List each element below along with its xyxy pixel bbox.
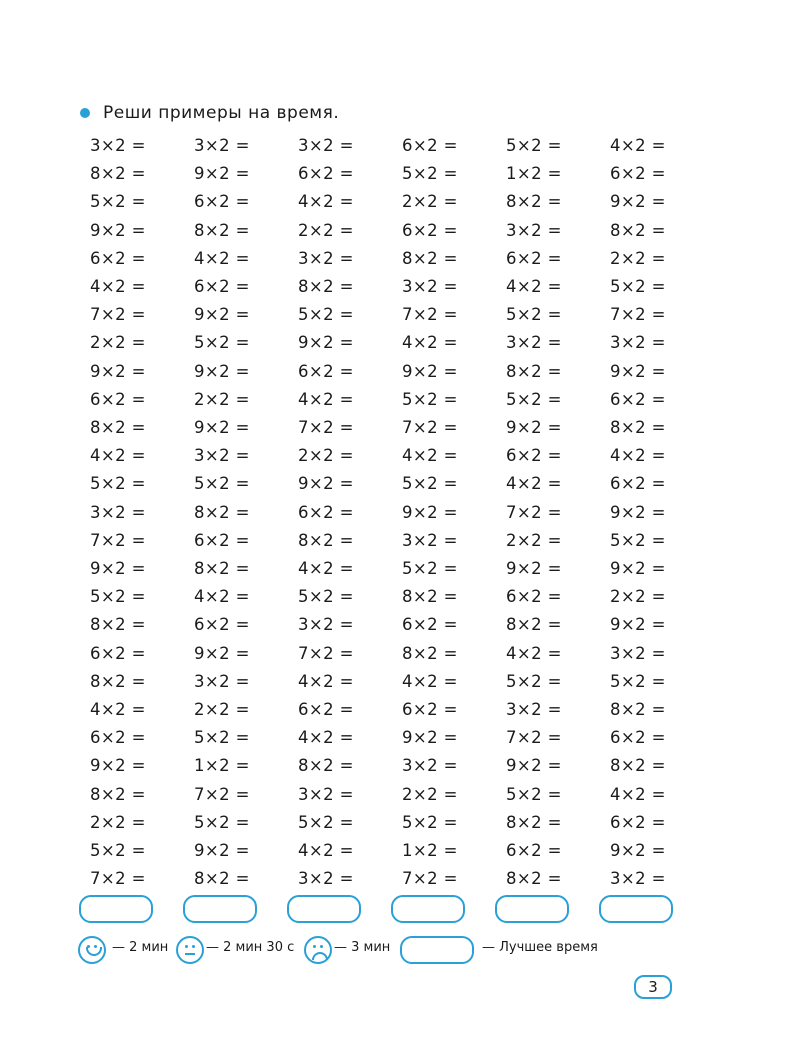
example-item: 7×2 =: [90, 869, 146, 889]
example-item: 7×2 =: [506, 728, 562, 748]
example-item: 8×2 =: [298, 277, 354, 296]
example-item: 3×2 =: [194, 446, 250, 466]
example-item: 6×2 =: [90, 643, 146, 663]
column-time-field[interactable]: [599, 895, 673, 923]
example-item: 6×2 =: [298, 361, 354, 381]
example-item: 9×2 =: [90, 559, 146, 578]
example-item: 7×2 =: [402, 869, 458, 889]
example-item: 4×2 =: [402, 333, 458, 353]
example-item: 3×2 =: [194, 136, 250, 155]
example-item: 6×2 =: [298, 700, 354, 719]
example-item: 5×2 =: [610, 671, 666, 691]
example-item: 8×2 =: [610, 700, 666, 719]
column-time-field[interactable]: [183, 895, 257, 923]
example-item: 2×2 =: [194, 700, 250, 719]
time-legend: [78, 936, 638, 964]
example-item: 8×2 =: [506, 869, 562, 889]
example-item: 5×2 =: [298, 587, 354, 607]
example-item: 5×2 =: [402, 164, 458, 184]
example-item: 6×2 =: [194, 277, 250, 296]
example-item: 6×2 =: [194, 530, 250, 550]
example-item: 5×2 =: [90, 587, 146, 607]
example-item: 5×2 =: [610, 530, 666, 550]
example-item: 8×2 =: [402, 248, 458, 268]
example-item: 7×2 =: [90, 305, 146, 325]
example-item: 9×2 =: [610, 192, 666, 212]
best-time-field[interactable]: [400, 936, 474, 964]
neutral-time-label: — 2 мин 30 с: [206, 940, 295, 955]
example-item: 6×2 =: [402, 700, 458, 719]
example-item: 9×2 =: [402, 502, 458, 522]
example-item: 6×2 =: [506, 587, 562, 607]
example-item: 4×2 =: [506, 474, 562, 494]
example-item: 8×2 =: [194, 559, 250, 578]
column-time-field[interactable]: [495, 895, 569, 923]
example-item: 4×2 =: [402, 671, 458, 691]
example-item: 3×2 =: [298, 615, 354, 635]
example-item: 5×2 =: [194, 812, 250, 832]
example-item: 9×2 =: [506, 559, 562, 578]
example-item: 5×2 =: [402, 474, 458, 494]
example-item: 4×2 =: [506, 277, 562, 296]
example-item: 6×2 =: [402, 220, 458, 240]
example-item: 3×2 =: [298, 136, 354, 155]
example-item: 4×2 =: [402, 446, 458, 466]
example-item: 4×2 =: [90, 446, 146, 466]
example-item: 3×2 =: [298, 784, 354, 804]
sad-time-label: — 3 мин: [334, 940, 391, 955]
task-header: [80, 103, 339, 123]
example-item: 8×2 =: [90, 164, 146, 184]
example-item: 6×2 =: [90, 389, 146, 409]
example-item: 5×2 =: [90, 841, 146, 860]
example-item: 2×2 =: [90, 812, 146, 832]
example-item: 6×2 =: [506, 446, 562, 466]
example-item: 3×2 =: [506, 333, 562, 353]
example-item: 1×2 =: [506, 164, 562, 184]
best-time-label: — Лучшее время: [482, 940, 598, 955]
example-item: 7×2 =: [402, 418, 458, 437]
neutral-face-icon: [176, 936, 204, 964]
example-item: 2×2 =: [298, 446, 354, 466]
example-item: 9×2 =: [194, 361, 250, 381]
column-time-field[interactable]: [391, 895, 465, 923]
example-item: 4×2 =: [506, 643, 562, 663]
example-item: 7×2 =: [610, 305, 666, 325]
example-item: 5×2 =: [402, 389, 458, 409]
example-item: 7×2 =: [90, 530, 146, 550]
example-item: 1×2 =: [194, 756, 250, 776]
example-item: 9×2 =: [194, 643, 250, 663]
example-item: 6×2 =: [298, 502, 354, 522]
example-item: 3×2 =: [90, 502, 146, 522]
example-item: 4×2 =: [298, 841, 354, 860]
example-item: 5×2 =: [402, 559, 458, 578]
example-item: 5×2 =: [402, 812, 458, 832]
example-item: 2×2 =: [610, 248, 666, 268]
example-item: 6×2 =: [298, 164, 354, 184]
example-item: 8×2 =: [402, 643, 458, 663]
example-item: 8×2 =: [194, 220, 250, 240]
example-item: 3×2 =: [610, 643, 666, 663]
example-item: 2×2 =: [402, 192, 458, 212]
example-item: 5×2 =: [194, 333, 250, 353]
example-item: 9×2 =: [194, 305, 250, 325]
example-item: 9×2 =: [298, 474, 354, 494]
example-item: 6×2 =: [610, 812, 666, 832]
example-item: 3×2 =: [402, 530, 458, 550]
example-item: 4×2 =: [90, 277, 146, 296]
example-item: 8×2 =: [610, 756, 666, 776]
example-item: 8×2 =: [506, 812, 562, 832]
column-time-field[interactable]: [79, 895, 153, 923]
example-item: 6×2 =: [610, 728, 666, 748]
example-item: 9×2 =: [194, 164, 250, 184]
example-item: 3×2 =: [506, 220, 562, 240]
example-item: 9×2 =: [194, 418, 250, 437]
example-item: 5×2 =: [506, 136, 562, 155]
example-item: 7×2 =: [298, 643, 354, 663]
example-item: 8×2 =: [90, 615, 146, 635]
example-item: 8×2 =: [506, 361, 562, 381]
example-item: 8×2 =: [90, 418, 146, 437]
example-item: 3×2 =: [298, 869, 354, 889]
example-item: 3×2 =: [298, 248, 354, 268]
happy-time-label: — 2 мин: [112, 940, 169, 955]
example-item: 4×2 =: [610, 446, 666, 466]
example-item: 5×2 =: [90, 474, 146, 494]
example-item: 9×2 =: [610, 841, 666, 860]
example-item: 6×2 =: [506, 841, 562, 860]
example-item: 8×2 =: [194, 502, 250, 522]
example-item: 7×2 =: [402, 305, 458, 325]
example-item: 6×2 =: [610, 164, 666, 184]
sad-face-icon: [304, 936, 332, 964]
example-item: 5×2 =: [298, 305, 354, 325]
example-item: 8×2 =: [194, 869, 250, 889]
page-number: 3: [634, 975, 672, 999]
example-item: 1×2 =: [402, 841, 458, 860]
example-item: 5×2 =: [506, 389, 562, 409]
example-item: 6×2 =: [402, 615, 458, 635]
example-item: 5×2 =: [194, 728, 250, 748]
example-item: 2×2 =: [506, 530, 562, 550]
example-item: 5×2 =: [506, 784, 562, 804]
example-item: 7×2 =: [194, 784, 250, 804]
example-item: 4×2 =: [298, 389, 354, 409]
example-item: 3×2 =: [90, 136, 146, 155]
example-item: 9×2 =: [90, 756, 146, 776]
example-item: 4×2 =: [298, 559, 354, 578]
task-title: Реши примеры на время.: [103, 103, 340, 123]
example-item: 8×2 =: [90, 784, 146, 804]
example-item: 9×2 =: [610, 502, 666, 522]
example-item: 5×2 =: [610, 277, 666, 296]
example-item: 8×2 =: [506, 615, 562, 635]
column-time-field[interactable]: [287, 895, 361, 923]
example-item: 8×2 =: [610, 418, 666, 437]
example-item: 2×2 =: [298, 220, 354, 240]
example-item: 4×2 =: [298, 728, 354, 748]
example-item: 6×2 =: [610, 474, 666, 494]
example-item: 9×2 =: [194, 841, 250, 860]
example-item: 9×2 =: [90, 220, 146, 240]
example-item: 9×2 =: [90, 361, 146, 381]
example-item: 9×2 =: [402, 728, 458, 748]
example-item: 6×2 =: [506, 248, 562, 268]
example-item: 8×2 =: [610, 220, 666, 240]
example-item: 7×2 =: [506, 502, 562, 522]
example-item: 5×2 =: [506, 305, 562, 325]
example-item: 5×2 =: [298, 812, 354, 832]
example-item: 5×2 =: [194, 474, 250, 494]
example-item: 4×2 =: [610, 784, 666, 804]
example-item: 8×2 =: [298, 756, 354, 776]
example-item: 4×2 =: [194, 248, 250, 268]
example-item: 6×2 =: [402, 136, 458, 155]
example-item: 4×2 =: [610, 136, 666, 155]
example-item: 9×2 =: [610, 615, 666, 635]
example-item: 9×2 =: [298, 333, 354, 353]
happy-face-icon: [78, 936, 106, 964]
example-item: 4×2 =: [90, 700, 146, 719]
example-item: 2×2 =: [90, 333, 146, 353]
example-item: 8×2 =: [90, 671, 146, 691]
example-item: 3×2 =: [194, 671, 250, 691]
example-item: 8×2 =: [506, 192, 562, 212]
example-item: 9×2 =: [506, 756, 562, 776]
example-item: 5×2 =: [506, 671, 562, 691]
example-item: 2×2 =: [610, 587, 666, 607]
example-item: 2×2 =: [194, 389, 250, 409]
example-item: 3×2 =: [402, 756, 458, 776]
example-item: 4×2 =: [298, 671, 354, 691]
example-item: 4×2 =: [298, 192, 354, 212]
example-item: 3×2 =: [610, 333, 666, 353]
example-item: 6×2 =: [194, 192, 250, 212]
example-item: 3×2 =: [402, 277, 458, 296]
example-item: 3×2 =: [506, 700, 562, 719]
example-item: 9×2 =: [610, 361, 666, 381]
example-item: 8×2 =: [402, 587, 458, 607]
example-item: 9×2 =: [506, 418, 562, 437]
example-item: 6×2 =: [610, 389, 666, 409]
example-item: 4×2 =: [194, 587, 250, 607]
example-item: 9×2 =: [610, 559, 666, 578]
example-item: 6×2 =: [90, 728, 146, 748]
example-item: 2×2 =: [402, 784, 458, 804]
example-item: 6×2 =: [90, 248, 146, 268]
example-item: 9×2 =: [402, 361, 458, 381]
example-item: 5×2 =: [90, 192, 146, 212]
example-item: 6×2 =: [194, 615, 250, 635]
example-item: 3×2 =: [610, 869, 666, 889]
bullet-icon: [80, 108, 90, 118]
example-item: 7×2 =: [298, 418, 354, 437]
example-item: 8×2 =: [298, 530, 354, 550]
